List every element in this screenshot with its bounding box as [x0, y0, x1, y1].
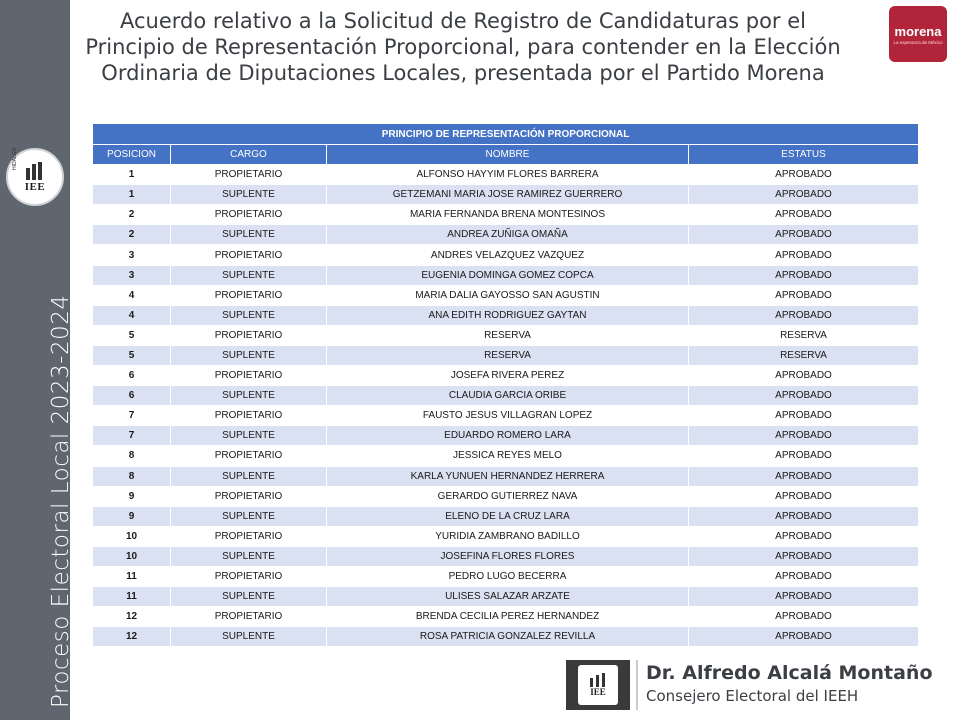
cell-nombre: JOSEFA RIVERA PEREZ: [327, 366, 689, 386]
cell-nombre: EUGENIA DOMINGA GOMEZ COPCA: [327, 265, 689, 285]
cell-posicion: 2: [93, 225, 171, 245]
cell-posicion: 9: [93, 506, 171, 526]
cell-estatus: APROBADO: [689, 185, 919, 205]
cell-estatus: RESERVA: [689, 345, 919, 365]
cell-cargo: SUPLENTE: [171, 345, 327, 365]
councilor-name: Dr. Alfredo Alcalá Montaño: [646, 662, 933, 684]
cell-posicion: 9: [93, 486, 171, 506]
table-row: [93, 526, 919, 546]
cell-cargo: SUPLENTE: [171, 386, 327, 406]
left-sidebar: [0, 0, 74, 720]
table-row: [93, 546, 919, 566]
cell-cargo: PROPIETARIO: [171, 366, 327, 386]
cell-posicion: 7: [93, 406, 171, 426]
table-row: [93, 426, 919, 446]
cell-estatus: APROBADO: [689, 305, 919, 325]
cell-posicion: 3: [93, 245, 171, 265]
cell-cargo: PROPIETARIO: [171, 526, 327, 546]
footer-logo-text: IEE: [590, 687, 606, 697]
councilor-role: Consejero Electoral del IEEH: [646, 687, 859, 705]
cell-estatus: APROBADO: [689, 245, 919, 265]
column-header-nombre: NOMBRE: [327, 145, 689, 165]
cell-estatus: APROBADO: [689, 587, 919, 607]
cell-cargo: SUPLENTE: [171, 587, 327, 607]
cell-nombre: FAUSTO JESUS VILLAGRAN LOPEZ: [327, 406, 689, 426]
cell-cargo: SUPLENTE: [171, 627, 327, 647]
table-row: [93, 225, 919, 245]
cell-cargo: SUPLENTE: [171, 546, 327, 566]
cell-estatus: APROBADO: [689, 225, 919, 245]
cell-cargo: PROPIETARIO: [171, 486, 327, 506]
cell-nombre: ROSA PATRICIA GONZALEZ REVILLA: [327, 627, 689, 647]
cell-nombre: JESSICA REYES MELO: [327, 446, 689, 466]
table-row: [93, 446, 919, 466]
table-row: [93, 285, 919, 305]
column-header-posicion: POSICION: [93, 145, 171, 165]
table-section-header: [93, 124, 919, 145]
cell-posicion: 6: [93, 386, 171, 406]
cell-estatus: APROBADO: [689, 607, 919, 627]
cell-cargo: PROPIETARIO: [171, 165, 327, 185]
table-column-headers: [93, 145, 919, 165]
cell-nombre: JOSEFINA FLORES FLORES: [327, 546, 689, 566]
table-row: [93, 486, 919, 506]
cell-nombre: GETZEMANI MARIA JOSE RAMIREZ GUERRERO: [327, 185, 689, 205]
cell-posicion: 1: [93, 185, 171, 205]
cell-nombre: ANDREA ZUÑIGA OMAÑA: [327, 225, 689, 245]
table-row: [93, 466, 919, 486]
table-row: [93, 305, 919, 325]
cell-cargo: SUPLENTE: [171, 225, 327, 245]
cell-estatus: APROBADO: [689, 566, 919, 586]
cell-cargo: PROPIETARIO: [171, 285, 327, 305]
table-row: [93, 406, 919, 426]
cell-nombre: YURIDIA ZAMBRANO BADILLO: [327, 526, 689, 546]
cell-cargo: PROPIETARIO: [171, 406, 327, 426]
table-row: [93, 205, 919, 225]
cell-estatus: APROBADO: [689, 426, 919, 446]
cell-estatus: APROBADO: [689, 406, 919, 426]
cell-posicion: 4: [93, 285, 171, 305]
table-row: [93, 607, 919, 627]
cell-posicion: 2: [93, 205, 171, 225]
table-row: [93, 325, 919, 345]
table-row: [93, 366, 919, 386]
cell-cargo: SUPLENTE: [171, 185, 327, 205]
cell-nombre: ANA EDITH RODRIGUEZ GAYTAN: [327, 305, 689, 325]
cell-estatus: APROBADO: [689, 486, 919, 506]
cell-cargo: SUPLENTE: [171, 305, 327, 325]
cell-nombre: MARIA DALIA GAYOSSO SAN AGUSTIN: [327, 285, 689, 305]
candidates-table: [92, 123, 918, 647]
process-label: Proceso Electoral Local 2023-2024: [48, 294, 74, 708]
ieee-logo-side-text: HIDALGO: [12, 147, 18, 170]
table-row: [93, 386, 919, 406]
cell-posicion: 3: [93, 265, 171, 285]
cell-estatus: APROBADO: [689, 205, 919, 225]
table-row: [93, 265, 919, 285]
cell-nombre: ALFONSO HAYYIM FLORES BARRERA: [327, 165, 689, 185]
cell-posicion: 12: [93, 627, 171, 647]
cell-nombre: PEDRO LUGO BECERRA: [327, 566, 689, 586]
column-header-estatus: ESTATUS: [689, 145, 919, 165]
cell-cargo: SUPLENTE: [171, 265, 327, 285]
cell-nombre: BRENDA CECILIA PEREZ HERNANDEZ: [327, 607, 689, 627]
cell-cargo: SUPLENTE: [171, 506, 327, 526]
cell-nombre: MARIA FERNANDA BRENA MONTESINOS: [327, 205, 689, 225]
cell-estatus: APROBADO: [689, 386, 919, 406]
cell-estatus: APROBADO: [689, 265, 919, 285]
cell-cargo: PROPIETARIO: [171, 205, 327, 225]
cell-nombre: ELENO DE LA CRUZ LARA: [327, 506, 689, 526]
table-row: [93, 345, 919, 365]
cell-cargo: SUPLENTE: [171, 466, 327, 486]
cell-posicion: 4: [93, 305, 171, 325]
cell-estatus: APROBADO: [689, 285, 919, 305]
cell-estatus: APROBADO: [689, 446, 919, 466]
cell-estatus: APROBADO: [689, 506, 919, 526]
cell-posicion: 8: [93, 466, 171, 486]
morena-logo: [889, 6, 947, 62]
cell-cargo: SUPLENTE: [171, 426, 327, 446]
cell-nombre: RESERVA: [327, 325, 689, 345]
cell-nombre: GERARDO GUTIERREZ NAVA: [327, 486, 689, 506]
party-name: morena: [894, 23, 942, 39]
table-row: [93, 245, 919, 265]
cell-cargo: PROPIETARIO: [171, 325, 327, 345]
cell-cargo: PROPIETARIO: [171, 245, 327, 265]
cell-posicion: 12: [93, 607, 171, 627]
ieee-building-icon: [24, 162, 46, 180]
column-header-cargo: CARGO: [171, 145, 327, 165]
footer-divider: [636, 660, 638, 710]
cell-nombre: EDUARDO ROMERO LARA: [327, 426, 689, 446]
section-title: PRINCIPIO DE REPRESENTACIÓN PROPORCIONAL: [93, 124, 919, 145]
cell-estatus: APROBADO: [689, 526, 919, 546]
ieee-logo: [6, 148, 64, 206]
cell-nombre: CLAUDIA GARCIA ORIBE: [327, 386, 689, 406]
cell-estatus: APROBADO: [689, 366, 919, 386]
table-row: [93, 627, 919, 647]
party-slogan: La esperanza de México: [893, 39, 943, 45]
cell-estatus: APROBADO: [689, 627, 919, 647]
cell-cargo: PROPIETARIO: [171, 566, 327, 586]
cell-posicion: 6: [93, 366, 171, 386]
footer-building-icon: [589, 673, 607, 687]
table-row: [93, 165, 919, 185]
table-row: [93, 587, 919, 607]
cell-cargo: PROPIETARIO: [171, 607, 327, 627]
cell-posicion: 7: [93, 426, 171, 446]
cell-nombre: ULISES SALAZAR ARZATE: [327, 587, 689, 607]
page-title: Acuerdo relativo a la Solicitud de Registro de Candidaturas por el Principio de Representación Proporcional, para contender en la Elección Ordinaria de Diputaciones Locales, presentada por el Partido Morena: [85, 9, 841, 85]
ieee-logo-text: IEE: [24, 180, 46, 193]
cell-nombre: RESERVA: [327, 345, 689, 365]
table-row: [93, 566, 919, 586]
cell-nombre: ANDRES VELAZQUEZ VAZQUEZ: [327, 245, 689, 265]
cell-estatus: RESERVA: [689, 325, 919, 345]
cell-estatus: APROBADO: [689, 165, 919, 185]
table-row: [93, 506, 919, 526]
cell-nombre: KARLA YUNUEN HERNANDEZ HERRERA: [327, 466, 689, 486]
cell-posicion: 8: [93, 446, 171, 466]
cell-cargo: PROPIETARIO: [171, 446, 327, 466]
footer-ieee-logo: [566, 660, 630, 710]
cell-posicion: 10: [93, 526, 171, 546]
cell-estatus: APROBADO: [689, 546, 919, 566]
cell-posicion: 1: [93, 165, 171, 185]
cell-posicion: 11: [93, 587, 171, 607]
cell-posicion: 5: [93, 325, 171, 345]
cell-posicion: 5: [93, 345, 171, 365]
cell-posicion: 10: [93, 546, 171, 566]
cell-posicion: 11: [93, 566, 171, 586]
cell-estatus: APROBADO: [689, 466, 919, 486]
table-row: [93, 185, 919, 205]
